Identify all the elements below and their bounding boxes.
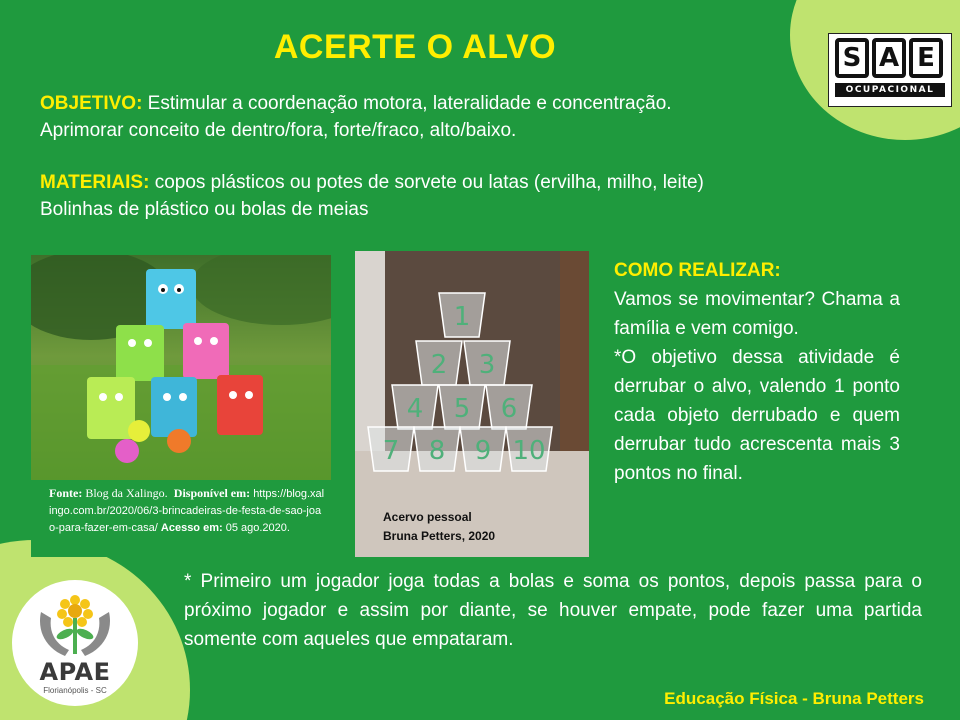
cups-caption-line1: Acervo pessoal: [383, 510, 472, 524]
caption-source-value: Blog da Xalingo.: [82, 486, 168, 500]
sae-letters: [829, 34, 951, 78]
cup-number: 2: [430, 350, 448, 380]
cans-photo-caption: [31, 480, 331, 557]
objective-text-line2: Aprimorar conceito de dentro/fora, forte/fraco, alto/baixo.: [40, 120, 517, 141]
how-to-text-intro: Vamos se movimentar? Chama a família e vem comigo.: [614, 289, 900, 339]
cans-pyramid-photo: [31, 255, 331, 480]
caption-access-label: Acesso em:: [160, 522, 223, 534]
how-to-section: [614, 256, 900, 488]
caption-source-label: Fonte:: [49, 486, 83, 500]
cup-number: 5: [453, 394, 471, 424]
sae-subtitle: OCUPACIONAL: [835, 83, 945, 97]
caption-available-label: Disponível em:: [173, 486, 251, 500]
cup-number: 3: [478, 350, 496, 380]
objective-text-line1: Estimular a coordenação motora, lateralidade e concentração.: [142, 93, 672, 114]
sae-logo: [828, 33, 952, 107]
apae-city: Florianópolis - SC: [43, 686, 107, 695]
cup-number: 4: [406, 394, 424, 424]
cup-number: 10: [512, 436, 546, 466]
caption-access-value: 05 ago.2020.: [222, 522, 290, 534]
cup-number: 7: [382, 436, 400, 466]
cup-number: 1: [453, 302, 471, 332]
apae-flower-hands-icon: [35, 590, 115, 662]
materials-label: MATERIAIS:: [40, 172, 150, 193]
sae-letter-s: S: [835, 38, 869, 78]
cup-number: 9: [474, 436, 492, 466]
cups-photo-caption: [383, 508, 583, 546]
materials-section: [40, 169, 820, 223]
rules-note: * Primeiro um jogador joga todas a bolas e soma os pontos, depois passa para o próximo jogador e assim por diante, se houver empate, pode fazer uma partida somente com aqueles que empataram.: [184, 571, 922, 650]
sae-letter-e: E: [909, 38, 943, 78]
objective-label: OBJETIVO:: [40, 93, 143, 114]
objective-section: [40, 90, 820, 144]
cup-number: 6: [500, 394, 518, 424]
cup-number: 8: [428, 436, 446, 466]
materials-text-line1: copos plásticos ou potes de sorvete ou latas (ervilha, milho, leite): [149, 172, 704, 193]
slide-title: ACERTE O ALVO: [273, 28, 557, 66]
materials-text-line2: Bolinhas de plástico ou bolas de meias: [40, 199, 369, 220]
apae-logo: [12, 580, 138, 706]
caption-url-link[interactable]: https://blog.xalingo.com.br/2020/06/3-brincadeiras-de-festa-de-sao-joao-para-fazer-em-casa/: [49, 488, 325, 534]
cups-caption-line2: Bruna Petters, 2020: [383, 529, 496, 543]
how-to-text-objective: *O objetivo dessa atividade é derrubar o alvo, valendo 1 ponto cada objeto derrubado e quem derrubar tudo acrescenta mais 3 pontos no final.: [614, 347, 900, 484]
apae-name: APAE: [39, 658, 111, 686]
sae-letter-a: A: [872, 38, 906, 78]
how-to-label: COMO REALIZAR:: [614, 260, 781, 281]
cans-pyramid-illustration: [31, 255, 331, 480]
footer-credit: Educação Física - Bruna Petters: [664, 689, 924, 708]
